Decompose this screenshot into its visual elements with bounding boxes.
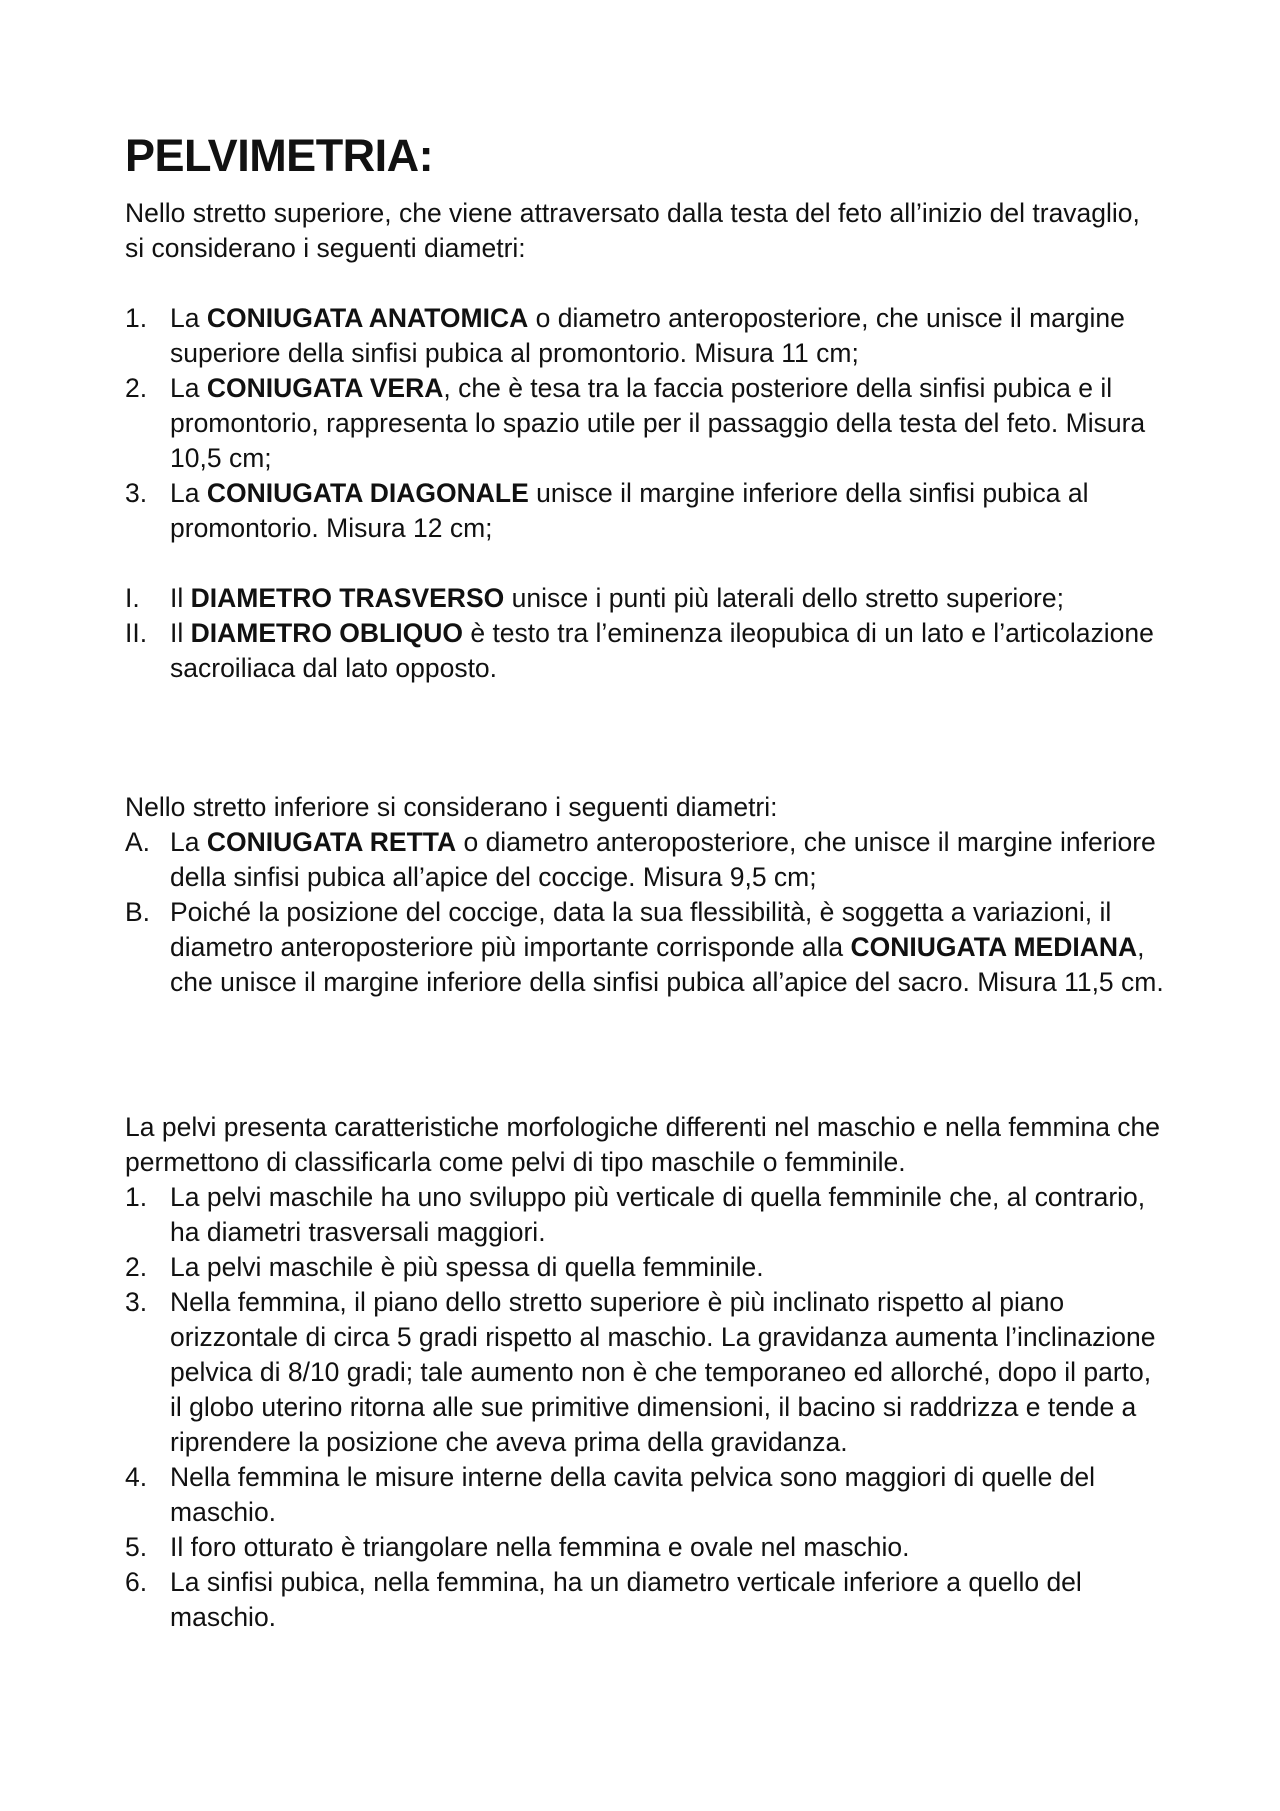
list-marker: 2. [125,373,148,403]
upper-numbered-list [125,301,1165,546]
term: CONIUGATA ANATOMICA [206,303,529,333]
section-sex-differences [125,1110,1165,1635]
list-marker: II. [125,618,148,648]
list-item: B. Poiché la posizione del coccige, data la sua flessibilità, è soggetta a variazioni, il diametro anteroposteriore più importante corrisponde alla CONIUGATA MEDIANA, che unisce il margine inferiore della sinfisi pubica all’apice del sacro. Misura 11,5 cm. [125,897,1164,997]
list-item: 4. Nella femmina le misure interne della cavita pelvica sono maggiori di quelle del maschio. [125,1462,1096,1527]
term: DIAMETRO OBLIQUO [190,618,463,648]
list-item: A. La CONIUGATA RETTA o diametro anteroposteriore, che unisce il margine inferiore della sinfisi pubica all’apice del coccige. Misura 9,5 cm; [125,827,1156,892]
term: CONIUGATA DIAGONALE [206,478,529,508]
list-marker: A. [125,827,151,857]
list-item: 2. La pelvi maschile è più spessa di quella femminile. [125,1250,1165,1285]
list-marker: 1. [125,303,148,333]
list-item: 2. La CONIUGATA VERA, che è tesa tra la faccia posteriore della sinfisi pubica e il promontorio, rappresenta lo spazio utile per il passaggio della testa del feto. Misura 10,5 cm; [125,373,1146,473]
list-item: 6. La sinfisi pubica, nella femmina, ha un diametro verticale inferiore a quello del maschio. [125,1567,1082,1632]
term: CONIUGATA MEDIANA [850,932,1138,962]
term: DIAMETRO TRASVERSO [190,583,505,613]
list-item: 1. La CONIUGATA ANATOMICA o diametro anteroposteriore, che unisce il margine superiore della sinfisi pubica al promontorio. Misura 11 cm; [125,303,1125,368]
list-marker: 3. [125,478,148,508]
list-marker: 3. [125,1287,148,1317]
list-marker: 4. [125,1462,148,1492]
lower-list [125,825,1165,1000]
list-marker: 5. [125,1532,148,1562]
list-marker: B. [125,897,151,927]
term: CONIUGATA VERA [206,373,444,403]
section-upper-strait [125,196,1165,686]
list-marker: 1. [125,1182,148,1212]
list-item: 3. Nella femmina, il piano dello stretto superiore è più inclinato rispetto al piano orizzontale di circa 5 gradi rispetto al maschio. La gravidanza aumenta l’inclinazione pelvica di 8/10 gradi; tale aumento non è che temporaneo ed allorché, dopo il parto, il globo uterino ritorna alle sue primitive dimensioni, il bacino si raddrizza e tende a riprendere la posizione che aveva prima della gravidanza. [125,1287,1156,1457]
section-lower-strait [125,790,1165,1000]
list-item: 1. La pelvi maschile ha uno sviluppo più verticale di quella femminile che, al contrario, ha diametri trasversali maggiori. [125,1182,1146,1247]
list-item: I. Il DIAMETRO TRASVERSO unisce i punti più laterali dello stretto superiore; [125,581,1165,616]
term: CONIUGATA RETTA [206,827,457,857]
list-item: II. Il DIAMETRO OBLIQUO è testo tra l’eminenza ileopubica di un lato e l’articolazione sacroiliaca dal lato opposto. [125,618,1154,683]
list-marker: I. [125,583,140,613]
section-sex-intro: La pelvi presenta caratteristiche morfologiche differenti nel maschio e nella femmina che permettono di classificarla come pelvi di tipo maschile o femminile. [125,1112,1161,1177]
list-item: 5. Il foro otturato è triangolare nella femmina e ovale nel maschio. [125,1530,1165,1565]
upper-roman-list [125,581,1165,686]
list-marker: 2. [125,1252,148,1282]
section-lower-intro: Nello stretto inferiore si considerano i seguenti diametri: [125,792,778,822]
section-upper-intro: Nello stretto superiore, che viene attraversato dalla testa del feto all’inizio del travaglio, si considerano i seguenti diametri: [125,198,1140,263]
list-marker: 6. [125,1567,148,1597]
list-item: 3. La CONIUGATA DIAGONALE unisce il margine inferiore della sinfisi pubica al promontorio. Misura 12 cm; [125,478,1089,543]
page-title: PELVIMETRIA: [125,130,434,181]
sex-differences-list [125,1180,1165,1635]
